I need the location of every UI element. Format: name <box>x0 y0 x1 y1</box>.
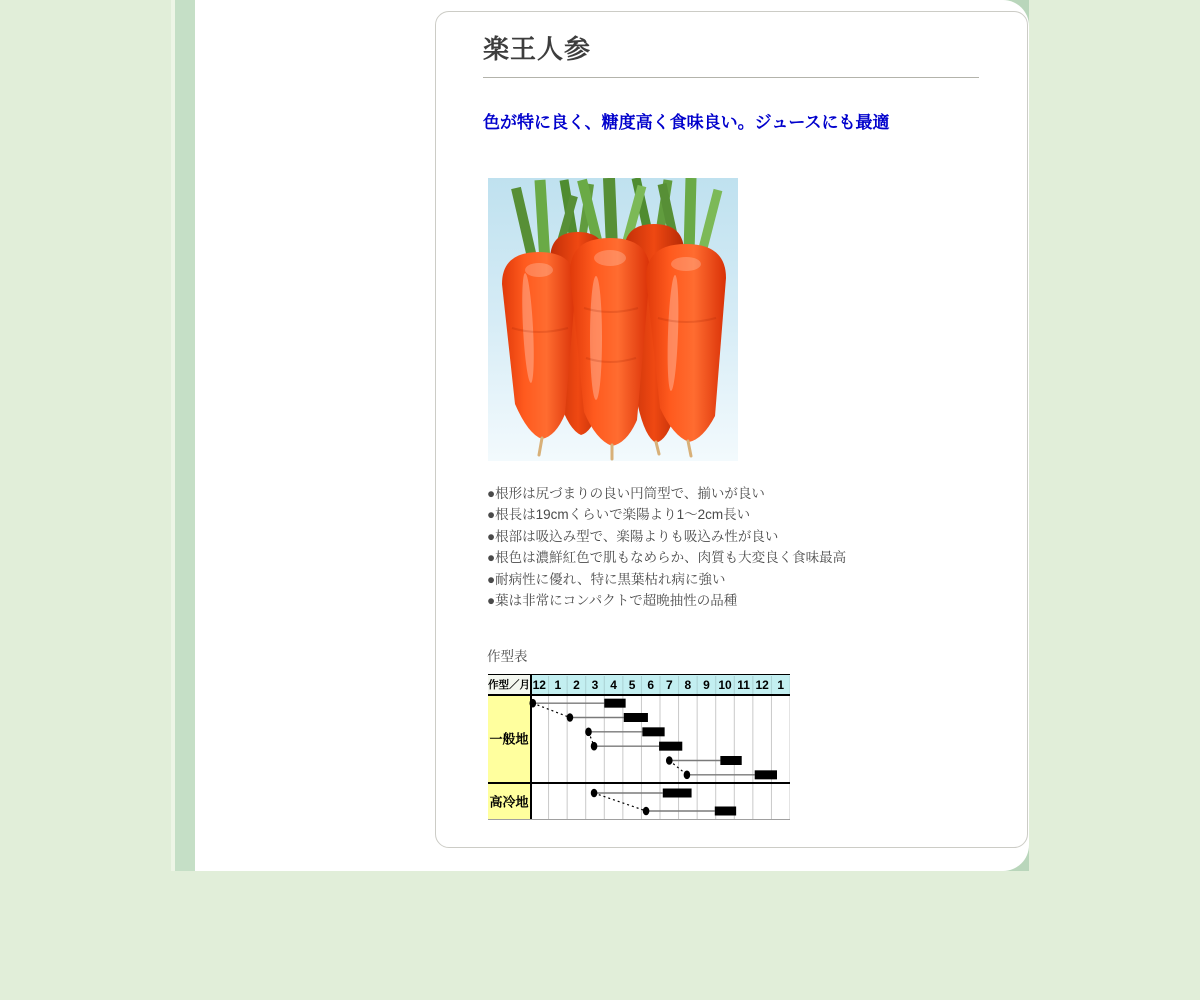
cropping-calendar-chart <box>488 674 790 822</box>
month-label: 1 <box>554 678 562 693</box>
sowing-range-connector <box>594 793 646 811</box>
page-title: 楽王人参 <box>483 34 592 64</box>
harvest-bar <box>659 742 682 751</box>
feature-item: ●耐病性に優れ、特に黒葉枯れ病に強い <box>487 571 726 587</box>
chart-top-border <box>488 674 790 675</box>
subtitle: 色が特に良く、糖度高く食味良い。ジュースにも最適 <box>483 113 890 132</box>
month-label: 8 <box>684 678 692 693</box>
chart-header-divider <box>488 694 790 696</box>
month-label: 11 <box>737 678 750 693</box>
feature-item: ●根長は19cmくらいで楽陽より1〜2cm長い <box>487 507 751 523</box>
month-label: 12 <box>755 678 769 693</box>
month-label: 6 <box>647 678 655 693</box>
sowing-dot <box>529 699 536 708</box>
month-label: 7 <box>665 678 673 693</box>
harvest-bar <box>663 789 692 798</box>
harvest-bar <box>715 807 736 816</box>
section-label: 一般地 <box>489 731 529 747</box>
month-label: 10 <box>718 678 732 693</box>
feature-item: ●根色は濃鮮紅色で肌もなめらか、肉質も大変良く食味最高 <box>487 550 847 566</box>
harvest-bar <box>604 699 625 708</box>
chart-section-divider <box>488 782 790 784</box>
left-stripe <box>175 0 195 871</box>
sowing-range-connector <box>533 704 570 718</box>
month-label: 2 <box>573 678 580 693</box>
sowing-dot <box>567 714 574 723</box>
harvest-bar <box>755 771 777 780</box>
sowing-dot <box>585 728 592 737</box>
features-list <box>483 483 979 611</box>
chart-title: 作型表 <box>487 649 528 665</box>
month-label: 5 <box>628 678 636 693</box>
section-label: 高冷地 <box>489 794 529 810</box>
feature-item: ●葉は非常にコンパクトで超晩抽性の品種 <box>487 593 738 609</box>
sowing-dot <box>666 757 673 766</box>
carrot-photo <box>488 178 738 461</box>
feature-item: ●根形は尻づまりの良い円筒型で、揃いが良い <box>487 486 765 501</box>
month-label: 1 <box>777 678 785 693</box>
chart-bottom-border <box>488 819 790 820</box>
month-label: 4 <box>610 678 617 693</box>
chart-corner-label: 作型／月 <box>488 679 530 692</box>
sowing-dot <box>684 771 691 780</box>
month-label: 3 <box>591 678 599 693</box>
title-divider <box>483 77 979 78</box>
sowing-dot <box>591 789 598 798</box>
chart-label-divider <box>530 674 532 820</box>
feature-item: ●根部は吸込み型で、楽陽よりも吸込み性が良い <box>487 528 779 544</box>
month-label: 9 <box>703 678 710 693</box>
harvest-bar <box>642 728 664 737</box>
harvest-bar <box>720 756 741 765</box>
content-card <box>435 11 1028 848</box>
month-label: 12 <box>532 678 546 693</box>
harvest-bar <box>624 713 648 722</box>
